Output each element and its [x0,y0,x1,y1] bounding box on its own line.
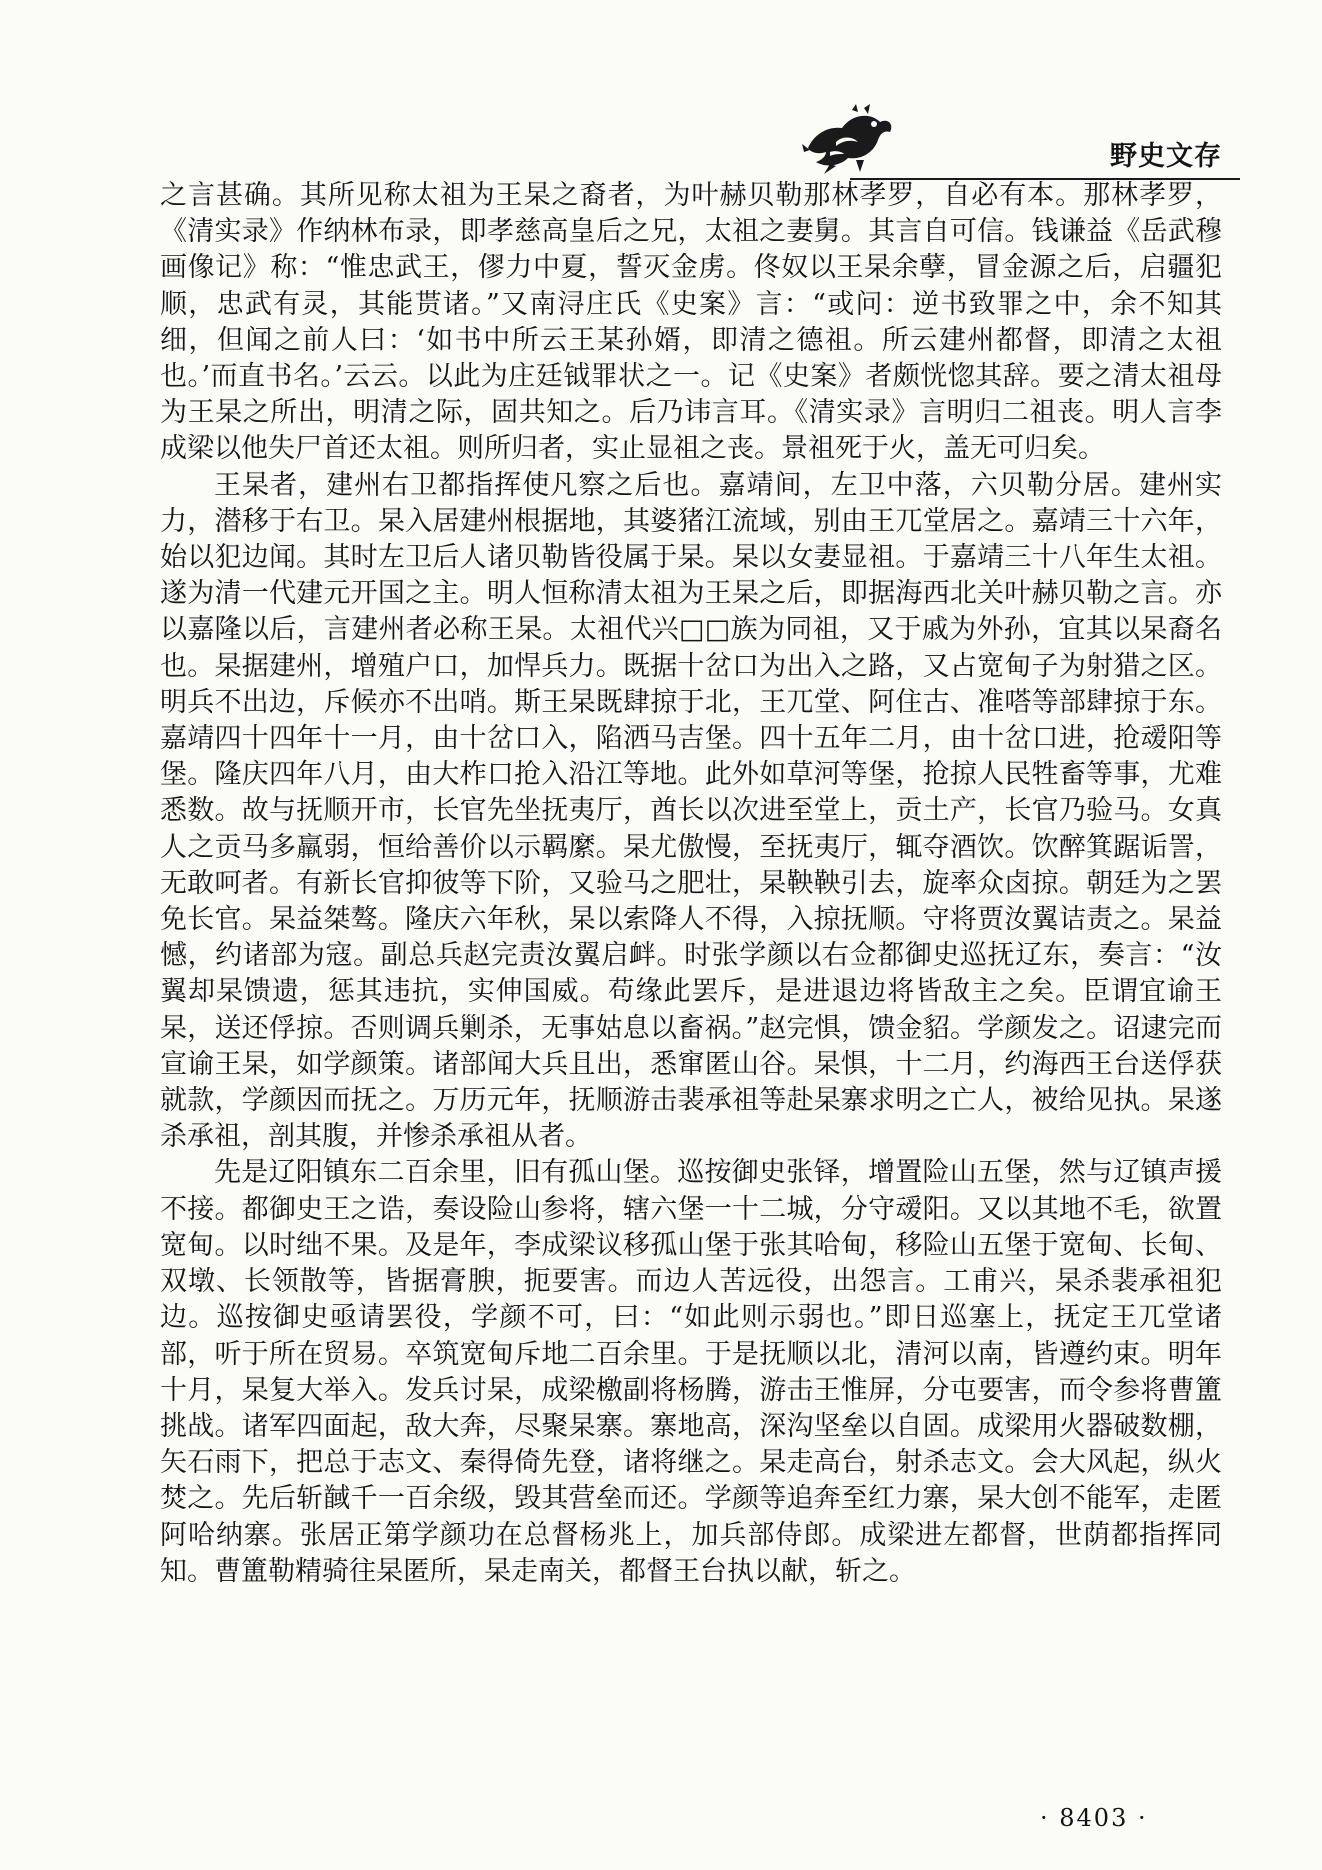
running-header [160,100,1240,180]
page-number: · 8403 · [1040,1804,1148,1832]
series-title: 野史文存 [1110,141,1222,172]
article-body [160,178,1222,1590]
dragon-emblem-icon [800,104,896,174]
paragraph: 先是辽阳镇东二百余里，旧有孤山堡。巡按御史张铎，增置险山五堡，然与辽镇声援不接。都御史王之诰，奏设险山参将，辖六堡一十二城，分守叆阳。又以其地不毛，欲置宽甸。以时绌不果。及是年，李成梁议移孤山堡于张其哈甸，移险山五堡于宽甸、长甸、双墩、长领散等，皆据膏腴，扼要害。而边人苦远役，出怨言。工甫兴，杲杀裴承祖犯边。巡按御史亟请罢役，学颜不可，曰：“如此则示弱也。”即日巡塞上，抚定王兀堂诸部，听于所在贸易。卒筑宽甸斥地二百余里。于是抚顺以北，清河以南，皆遵约束。明年十月，杲复大举入。发兵讨杲，成梁檄副将杨腾，游击王惟屏，分屯要害，而令参将曹簠挑战。诸军四面起，敌大奔，尽聚杲寨。寨地高，深沟坚垒以自固。成梁用火器破数棚，矢石雨下，把总于志文、秦得倚先登，诸将继之。杲走高台，射杀志文。会大风起，纵火焚之。先后斩馘千一百余级，毁其营垒而还。学颜等追奔至红力寨，杲大创不能军，走匿阿哈纳寨。张居正第学颜功在总督杨兆上，加兵部侍郎。成梁进左都督，世荫都指挥同知。曹簠勒精骑往杲匿所，杲走南关，都督王台执以献，斩之。 [160,1157,1222,1587]
paragraph: 之言甚确。其所见称太祖为王杲之裔者，为叶赫贝勒那林孝罗，自必有本。那林孝罗，《清实录》作纳林布录，即孝慈高皇后之兄，太祖之妻舅。其言自可信。钱谦益《岳武穆画像记》称：“惟忠武王，僇力中夏，誓灭金虏。佟奴以王杲余孽，冒金源之后，启疆犯顺，忠武有灵，其能贳诸。”又南浔庄氏《史案》言：“或问：逆书致罪之中，余不知其细，但闻之前人曰：‘如书中所云王某孙婿，即清之德祖。所云建州都督，即清之太祖也。’而直书名。’云云。以此为庄廷钺罪状之一。记《史案》者颇恍惚其辞。要之清太祖母为王杲之所出，明清之际，固共知之。后乃讳言耳。《清实录》言明归二祖丧。明人言李成梁以他失尸首还太祖。则所归者，实止显祖之丧。景祖死于火，盖无可归矣。 [160,180,1222,465]
paragraph: 王杲者，建州右卫都指挥使凡察之后也。嘉靖间，左卫中落，六贝勒分居。建州实力，潜移于右卫。杲入居建州根据地，其婆猪江流域，别由王兀堂居之。嘉靖三十六年，始以犯边闻。其时左卫后人诸贝勒皆役属于杲。杲以女妻显祖。于嘉靖三十八年生太祖。遂为清一代建元开国之主。明人恒称清太祖为王杲之后，即据海西北关叶赫贝勒之言。亦以嘉隆以后，言建州者必称王杲。太祖代兴□□族为同祖，又于戚为外孙，宜其以杲裔名也。杲据建州，增殖户口，加悍兵力。既据十岔口为出入之路，又占宽甸子为射猎之区。明兵不出边，斥候亦不出哨。斯王杲既肆掠于北，王兀堂、阿住古、准嗒等部肆掠于东。嘉靖四十四年十一月，由十岔口入，陷洒马吉堡。四十五年二月，由十岔口进，抢叆阳等堡。隆庆四年八月，由大柞口抢入沿江等地。此外如草河等堡，抢掠人民牲畜等事，尤难悉数。故与抚顺开市，长官先坐抚夷厅，酋长以次进至堂上，贡土产，长官乃验马。女真人之贡马多羸弱，恒给善价以示羁縻。杲尤傲慢，至抚夷厅，辄夺酒饮。饮醉箕踞诟詈，无敢呵者。有新长官抑彼等下阶，又验马之肥壮，杲鞅鞅引去，旋率众卤掠。朝廷为之罢免长官。杲益桀骜。隆庆六年秋，杲以索降人不得，入掠抚顺。守将贾汝翼诘责之。杲益憾，约诸部为寇。副总兵赵完责汝翼启衅。时张学颜以右佥都御史巡抚辽东，奏言：“汝翼却杲馈遗，惩其违抗，实伸国威。苟缘此罢斥，是进退边将皆敌主之矣。臣谓宜谕王杲，送还俘掠。否则调兵剿杀，无事姑息以畜祸。”赵完惧，馈金貂。学颜发之。诏逮完而宣谕王杲，如学颜策。诸部闻大兵且出，悉窜匿山谷。杲惧，十二月，约海西王台送俘获就款，学颜因而抚之。万历元年，抚顺游击裴承祖等赴杲寨求明之亡人，被给见执。杲遂杀承祖，剖其腹，并惨杀承祖从者。 [160,469,1222,1153]
